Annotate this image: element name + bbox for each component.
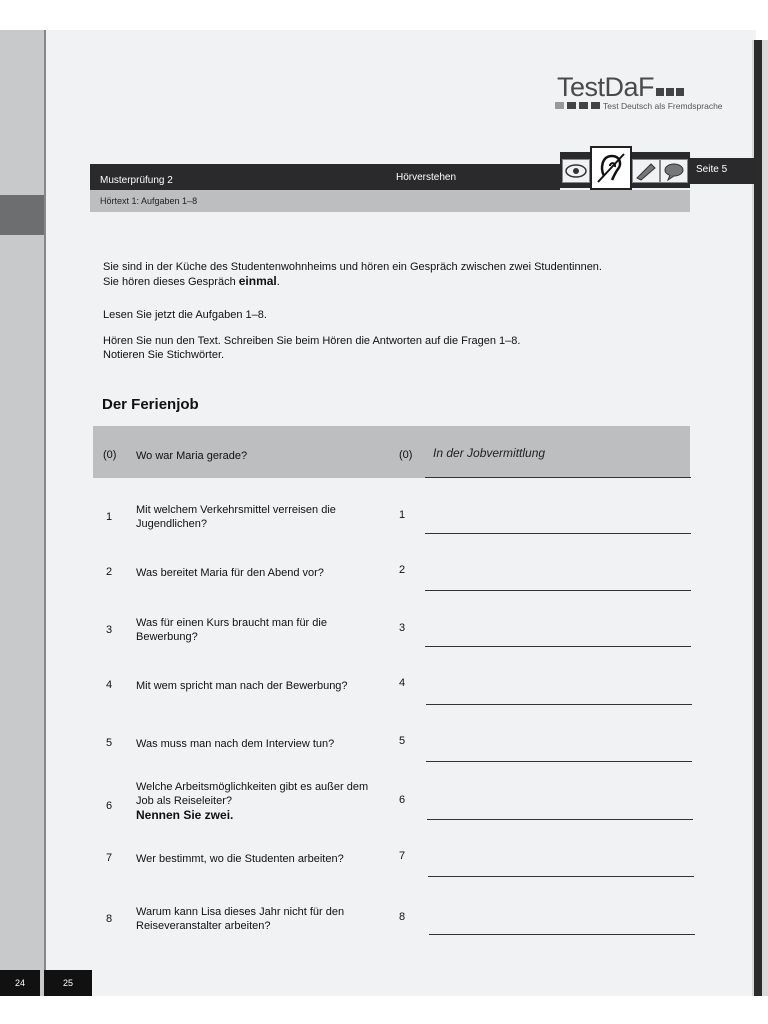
- question-number: 8: [106, 913, 113, 925]
- answer-line[interactable]: [425, 590, 691, 591]
- exam-name: Musterprüfung 2: [100, 175, 173, 186]
- instruction-paragraph: [103, 260, 602, 289]
- logo-square: [676, 88, 684, 96]
- answer-number: 4: [399, 677, 406, 689]
- question-text: [136, 852, 386, 866]
- question-number: 4: [106, 679, 113, 691]
- question-line: Mit wem spricht man nach der Bewerbung?: [136, 680, 348, 692]
- answer-line[interactable]: [428, 876, 694, 877]
- instruction-text: .: [276, 276, 280, 288]
- example-answer-line: [425, 477, 691, 478]
- ear-icon: [590, 146, 632, 190]
- answer-number: 5: [399, 735, 406, 747]
- logo-square: [656, 88, 664, 96]
- logo-square: [579, 102, 588, 109]
- book-edge-dark: [754, 40, 762, 996]
- page-number-left: 24: [0, 970, 40, 996]
- question-line: Wer bestimmt, wo die Studenten arbeiten?: [136, 853, 344, 865]
- page-number-right: 25: [44, 970, 92, 996]
- question-line: Welche Arbeitsmöglichkeiten gibt es außer dem: [136, 781, 369, 793]
- example-question: Wo war Maria gerade?: [136, 450, 248, 462]
- page-label: Seite 5: [690, 158, 754, 184]
- question-text: [136, 566, 386, 580]
- speech-bubble-icon: [660, 159, 688, 183]
- question-text: [136, 616, 386, 644]
- answer-line[interactable]: [427, 819, 693, 820]
- section-name: Hörverstehen: [396, 172, 457, 183]
- answer-line[interactable]: [429, 934, 695, 935]
- eye-icon: [562, 159, 590, 183]
- example-answer-number: (0): [399, 449, 413, 461]
- logo-subtitle-row: [555, 101, 723, 111]
- logo-subtitle: Test Deutsch als Fremdsprache: [603, 101, 723, 111]
- question-text: [136, 503, 386, 531]
- question-line: Bewerbung?: [136, 631, 198, 643]
- answer-line[interactable]: [425, 533, 691, 534]
- question-text: [136, 737, 386, 751]
- question-line: Was bereitet Maria für den Abend vor?: [136, 567, 324, 579]
- answer-line[interactable]: [425, 646, 691, 647]
- answer-line[interactable]: [426, 761, 692, 762]
- answer-number: 1: [399, 509, 406, 521]
- task-subtitle: Hörtext 1: Aufgaben 1–8: [100, 196, 198, 206]
- example-number: (0): [103, 449, 117, 461]
- question-number: 2: [106, 566, 113, 578]
- question-line: Jugendlichen?: [136, 518, 207, 530]
- question-line: Was muss man nach dem Interview tun?: [136, 738, 335, 750]
- logo-square: [555, 102, 564, 109]
- facing-page-edge: [0, 30, 46, 996]
- section-title: Der Ferienjob: [102, 396, 199, 413]
- logo-square: [666, 88, 674, 96]
- question-line: Was für einen Kurs braucht man für die: [136, 617, 327, 629]
- logo-square: [567, 102, 576, 109]
- question-emphasis: Nennen Sie zwei.: [136, 808, 234, 822]
- question-text: [136, 780, 386, 822]
- book-edge: [752, 40, 768, 996]
- question-text: [136, 679, 386, 693]
- question-line: Reiseveranstalter arbeiten?: [136, 920, 271, 932]
- task-subheader: [90, 190, 690, 212]
- background-bottom: [0, 996, 768, 1024]
- logo-title: TestDaF: [557, 72, 655, 102]
- pen-icon: [632, 159, 660, 183]
- instruction-bold: einmal: [238, 274, 277, 288]
- facing-page-strip: [0, 195, 46, 235]
- example-answer: In der Jobvermittlung: [433, 446, 546, 460]
- testdaf-logo: [557, 72, 684, 103]
- question-number: 6: [106, 800, 113, 812]
- question-line: Mit welchem Verkehrsmittel verreisen die: [136, 504, 336, 516]
- question-line: Warum kann Lisa dieses Jahr nicht für den: [136, 906, 345, 918]
- answer-number: 7: [399, 850, 406, 862]
- answer-number: 8: [399, 911, 406, 923]
- instruction-paragraph: [103, 334, 520, 362]
- question-number: 1: [106, 511, 113, 523]
- section-header: [90, 164, 560, 190]
- answer-line[interactable]: [426, 704, 692, 705]
- instruction-line: [103, 274, 602, 289]
- question-number: 7: [106, 852, 113, 864]
- question-number: 3: [106, 624, 113, 636]
- logo-square: [591, 102, 600, 109]
- instruction-line: Sie sind in der Küche des Studentenwohnheims und hören ein Gespräch zwischen zwei Studentinnen.: [103, 261, 602, 273]
- answer-number: 2: [399, 564, 406, 576]
- question-line: Job als Reiseleiter?: [136, 795, 232, 807]
- instruction-line: Hören Sie nun den Text. Schreiben Sie beim Hören die Antworten auf die Fragen 1–8.: [103, 335, 521, 347]
- instruction-text: Sie hören dieses Gespräch: [103, 276, 239, 288]
- question-number: 5: [106, 737, 113, 749]
- section-icons: [560, 152, 690, 188]
- instruction-line: Lesen Sie jetzt die Aufgaben 1–8.: [103, 309, 267, 321]
- background-top: [0, 0, 768, 30]
- answer-number: 3: [399, 622, 406, 634]
- answer-number: 6: [399, 794, 406, 806]
- instruction-line: Notieren Sie Stichwörter.: [103, 349, 225, 361]
- question-text: [136, 905, 386, 933]
